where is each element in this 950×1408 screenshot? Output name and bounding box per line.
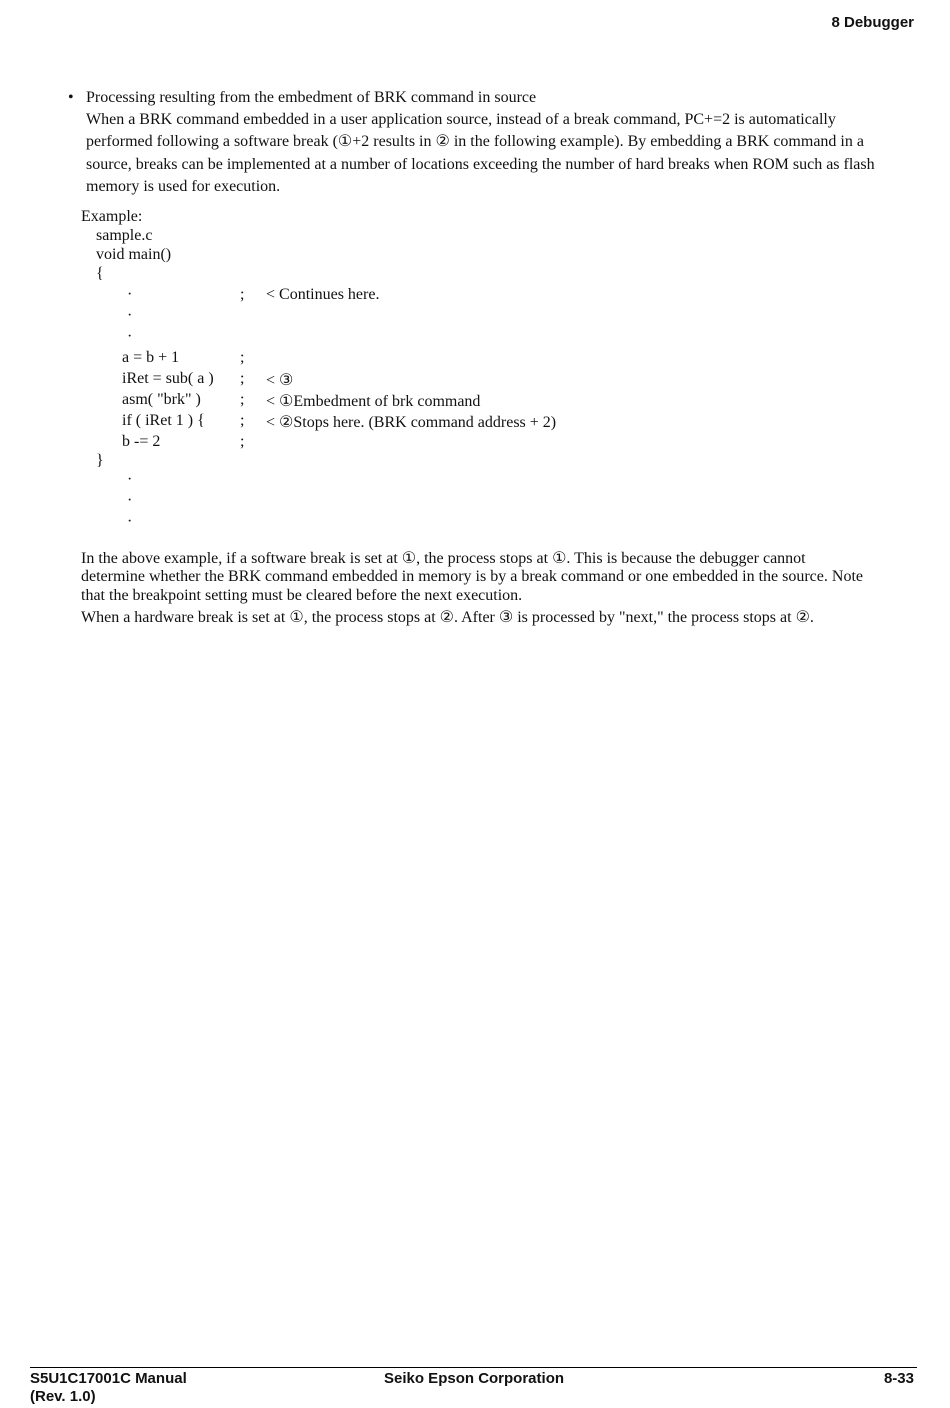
code-line-5-semicolon: ; — [240, 370, 245, 387]
example-file: sample.c — [96, 227, 153, 244]
bullet-line-1: When a BRK command embedded in a user application source, instead of a break command, PC+=2 is automatically — [86, 111, 836, 128]
explanation-line-2: determine whether the BRK command embedded in memory is by a break command or one embedded in the source. Note — [81, 568, 863, 585]
code-line-7-semicolon: ; — [240, 412, 245, 429]
code-line-6-semicolon: ; — [240, 391, 245, 408]
bullet-title: Processing resulting from the embedment of BRK command in source — [86, 89, 537, 106]
code-line-2: · — [127, 307, 133, 324]
code-line-4-semicolon: ; — [240, 349, 245, 366]
code-line-6-comment: < ①Embedment of brk command — [266, 393, 481, 410]
code-line-1: · — [127, 286, 133, 303]
footer-rule — [30, 1367, 917, 1368]
trailing-dot-1: · — [127, 471, 133, 488]
example-label: Example: — [81, 208, 143, 225]
footer-company: Seiko Epson Corporation — [384, 1370, 565, 1387]
example-func: void main() — [96, 246, 172, 263]
code-line-5-comment: < ③ — [266, 372, 294, 389]
trailing-dot-3: · — [127, 513, 133, 530]
example-open-brace: { — [96, 265, 104, 282]
code-line-1-semicolon: ; — [240, 286, 245, 303]
code-line-1-comment: < Continues here. — [266, 286, 380, 303]
footer-manual: S5U1C17001C Manual — [30, 1370, 187, 1387]
trailing-dot-2: · — [127, 492, 133, 509]
bullet-line-4: memory is used for execution. — [86, 178, 281, 195]
explanation-line-3: that the breakpoint setting must be cleared before the next execution. — [81, 587, 523, 604]
code-line-3: · — [127, 328, 133, 345]
chapter-header: 8 Debugger — [831, 14, 914, 31]
bullet-symbol: • — [68, 89, 74, 106]
footer-page-number: 8-33 — [883, 1370, 914, 1387]
code-line-8-semicolon: ; — [240, 433, 245, 450]
footer-revision: (Rev. 1.0) — [30, 1388, 96, 1405]
bullet-line-2: performed following a software break (①+2 results in ② in the following example). By embedding a BRK command in a — [86, 133, 864, 150]
code-line-8: b -= 2 — [122, 433, 161, 450]
bullet-line-3: source, breaks can be implemented at a number of locations exceeding the number of hard breaks when ROM such as flash — [86, 156, 875, 173]
code-line-7-comment: < ②Stops here. (BRK command address + 2) — [266, 414, 557, 431]
explanation-line-1: In the above example, if a software break is set at ①, the process stops at ①. This is because the debugger cannot — [81, 550, 806, 567]
code-line-4: a = b + 1 — [122, 349, 180, 366]
code-line-5: iRet = sub( a ) — [122, 370, 214, 387]
example-close-brace: } — [96, 452, 104, 469]
code-line-6: asm( "brk" ) — [122, 391, 201, 408]
explanation-line-4: When a hardware break is set at ①, the process stops at ②. After ③ is processed by "next," the process stops at ②. — [81, 609, 814, 626]
code-line-7: if ( iRet 1 ) { — [122, 412, 205, 429]
